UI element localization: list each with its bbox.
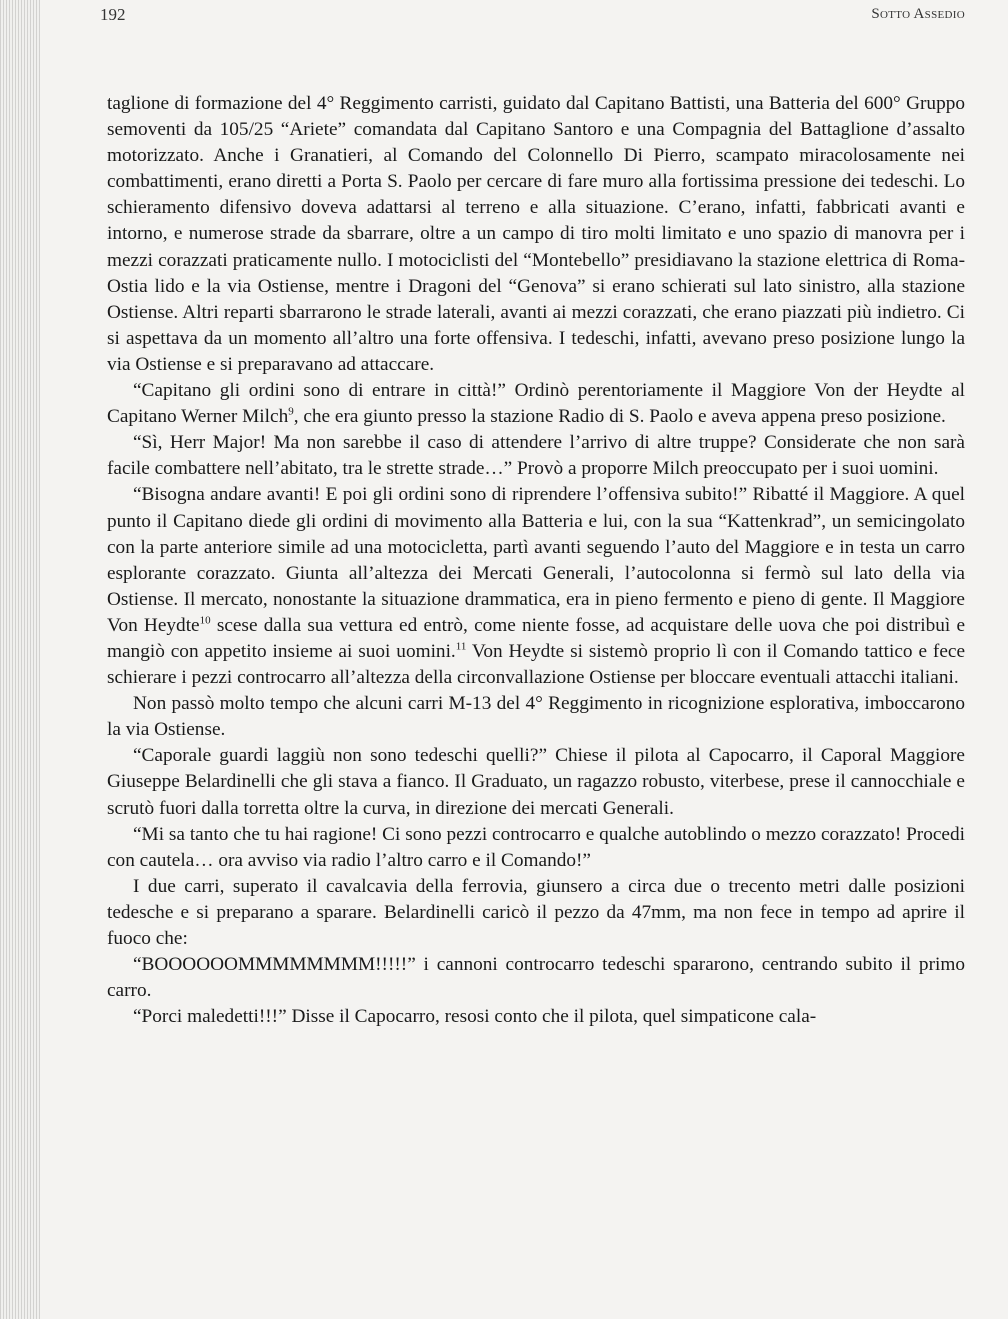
footnote-marker: 11: [455, 640, 467, 653]
running-title: Sotto Assedio: [871, 6, 965, 22]
paragraph: [107, 91, 965, 378]
paragraph: [107, 378, 965, 430]
footnote-marker: 9: [288, 405, 294, 418]
body-text: [107, 91, 965, 1030]
paragraph: [107, 743, 965, 821]
paragraph: [107, 430, 965, 482]
paragraph: [107, 482, 965, 691]
paragraph: [107, 952, 965, 1004]
paragraph-text: I due carri, superato il cavalcavia della ferrovia, giunsero a circa due o trecento metri dalle posizioni tedesche e si preparano a sparare. Belardinelli caricò il pezzo da 47mm, ma non fece in tempo ad aprire il fuoco che:: [107, 875, 965, 949]
paragraph: [107, 1004, 965, 1030]
paragraph-text: “Sì, Herr Major! Ma non sarebbe il caso di attendere l’arrivo di altre truppe? Considerate che non sarà facile combattere nell’abitato, tra le strette strade…” Provò a proporre Milch preoccupato per i suoi uomini.: [107, 432, 965, 480]
paragraph: [107, 874, 965, 952]
paragraph-text: “BOOOOOOMMMMMMMM!!!!!” i cannoni controcarro tedeschi spararono, centrando subito il primo carro.: [107, 954, 965, 1002]
scan-binding-edge: [0, 0, 40, 1319]
footnote-marker: 10: [199, 614, 211, 627]
page-number: 192: [100, 5, 126, 24]
paragraph-text: taglione di formazione del 4° Reggimento carristi, guidato dal Capitano Battisti, una Batteria del 600° Gruppo semoventi da 105/25 “Ariete” comandata dal Capitano Santoro e una Compagnia del Battaglione d’assalto motorizzato. Anche i Granatieri, al Comando del Colonnello Di Pierro, scampato miracolosamente nei combattimenti, erano diretti a Porta S. Paolo per cercare di fare muro alla fortissima pressione dei tedeschi. Lo schieramento difensivo doveva adattarsi al terreno e alla situazione. C’erano, infatti, fabbricati avanti e intorno, e numerose strade da sbarrare, oltre a un campo di tiro molti limitato e uno spazio di manovra per i mezzi corazzati praticamente nullo. I motociclisti del “Montebello” presidiavano la stazione elettrica di Roma-Ostia lido e la via Ostiense, mentre i Dragoni del “Genova” si erano schierati sul lato sinistro, alla stazione Ostiense. Altri reparti sbarrarono le strade laterali, avanti ai mezzi corazzati, che erano piazzati più indietro. Ci si aspettava da un momento all’altro una forte offensiva. I tedeschi, infatti, avevano preso posizione lungo la via Ostiense e si preparavano ad attaccare.: [107, 93, 965, 375]
paragraph-text: “Mi sa tanto che tu hai ragione! Ci sono pezzi controcarro e qualche autoblindo o mezzo corazzato! Procedi con cautela… ora avviso via radio l’altro carro e il Comando!”: [107, 823, 965, 871]
paragraph-text: Non passò molto tempo che alcuni carri M-13 del 4° Reggimento in ricognizione esplorativa, imboccarono la via Ostiense.: [107, 693, 965, 741]
paragraph-text: “Capitano gli ordini sono di entrare in città!” Ordinò perentoriamente il Maggiore Von der Heydte al Capitano Werner Milch: [107, 380, 965, 428]
page-header: [100, 5, 965, 27]
paragraph-text: Von Heydte si sistemò proprio lì con il Comando tattico e fece schierare i pezzi controcarro all’altezza della circonvallazione Ostiense per bloccare eventuali attacchi italiani.: [107, 640, 966, 689]
paragraph-text: “Caporale guardi laggiù non sono tedeschi quelli?” Chiese il pilota al Capocarro, il Caporal Maggiore Giuseppe Belardinelli che gli stava a fianco. Il Graduato, un ragazzo robusto, viterbese, prese il cannocchiale e scrutò fuori dalla torretta oltre la curva, in direzione dei mercati Generali.: [107, 745, 965, 819]
paragraph-text: , che era giunto presso la stazione Radio di S. Paolo e aveva appena preso posizione.: [293, 406, 946, 428]
paragraph-text: “Bisogna andare avanti! E poi gli ordini sono di riprendere l’offensiva subito!” Ribatté il Maggiore. A quel punto il Capitano diede gli ordini di movimento alla Batteria e lui, con la sua “Kattenkrad”, un semicingolato con la parte anteriore simile ad una motocicletta, partì avanti seguendo l’auto del Maggiore e in testa un carro esplorante corazzato. Giunta all’altezza dei Mercati Generali, l’autocolonna si fermò sul lato della via Ostiense. Il mercato, nonostante la situazione drammatica, era in pieno fermento e pieno di gente. Il Maggiore Von Heydte: [107, 484, 965, 636]
paragraph: [107, 822, 965, 874]
paragraph-text: scese dalla sua vettura ed entrò, come niente fosse, ad acquistare delle uova che poi distribuì e mangiò con appetito insieme ai suoi uomini.: [107, 614, 965, 662]
paragraph-text: “Porci maledetti!!!” Disse il Capocarro, resosi conto che il pilota, quel simpaticone cala-: [133, 1006, 817, 1028]
paragraph: [107, 691, 965, 743]
